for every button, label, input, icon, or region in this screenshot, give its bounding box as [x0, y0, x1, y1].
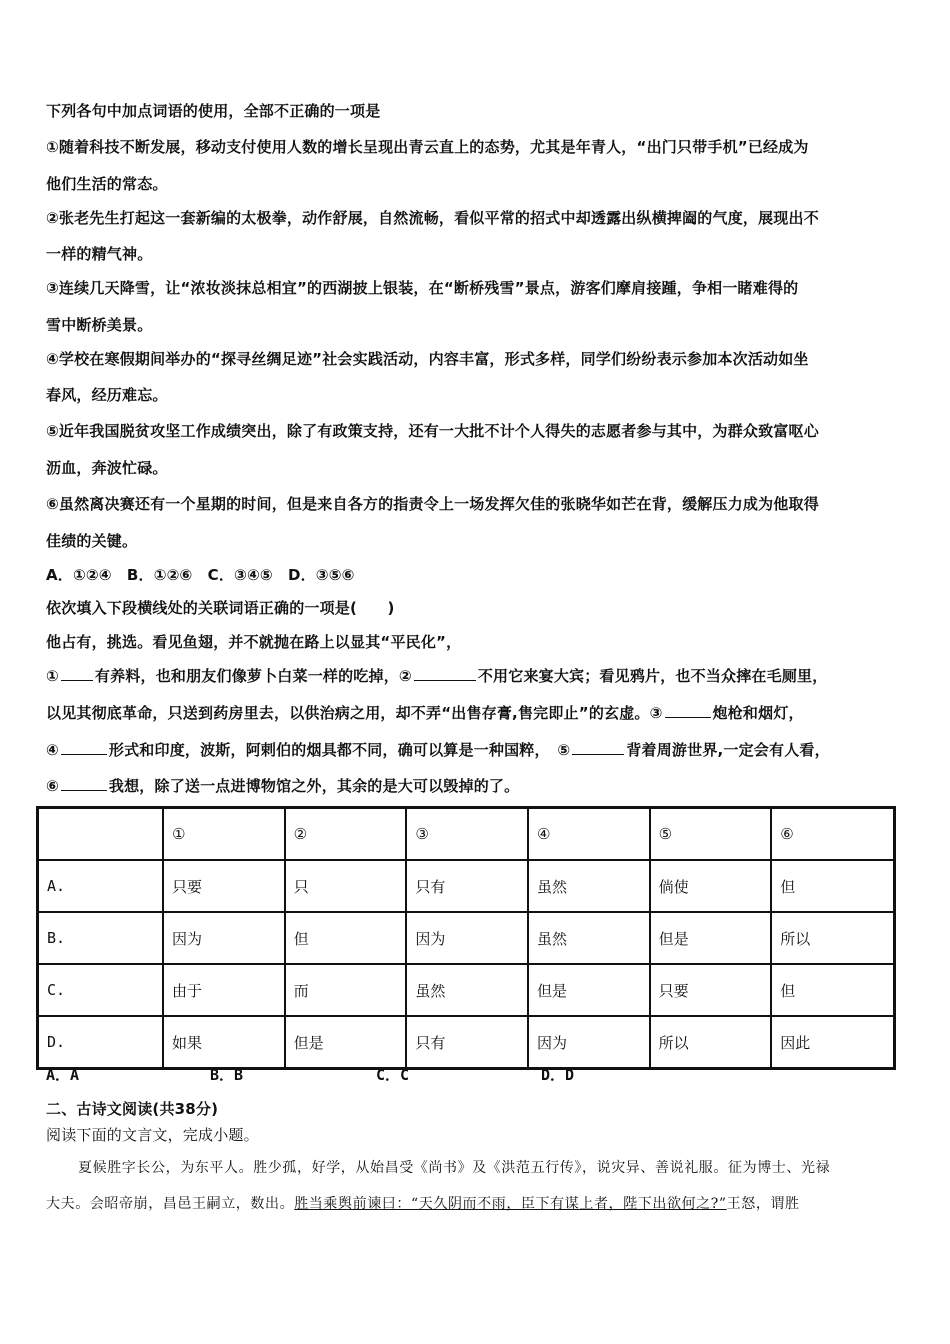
table-header-cell: ② — [285, 808, 407, 861]
table-cell: 虽然 — [528, 860, 650, 912]
table-cell: B. — [38, 912, 164, 964]
table-row — [38, 964, 895, 1016]
q1-item-6-line2: 佳绩的关键。 — [46, 532, 138, 550]
classical-text-2a: 大夫。会昭帝崩，昌邑王嗣立，数出。 — [46, 1196, 295, 1212]
blank-label-6: ⑥ — [46, 777, 59, 795]
section-instruction: 阅读下面的文言文，完成小题。 — [46, 1126, 259, 1144]
q1-item-4-line1: ④学校在寒假期间举办的“探寻丝绸足迹”社会实践活动，内容丰富，形式多样，同学们纷纷表示参加本次活动如坐 — [46, 350, 809, 368]
q2-passage-text-2b: 炮枪和烟灯， — [712, 704, 804, 722]
table-header-cell: ① — [163, 808, 285, 861]
table-cell: 虽然 — [406, 964, 528, 1016]
table-header-cell — [38, 808, 164, 861]
section-title: 二、古诗文阅读(共38分) — [46, 1100, 219, 1118]
q2-passage-line3 — [46, 739, 830, 760]
table-cell: 如果 — [163, 1016, 285, 1069]
table-cell: 因为 — [406, 912, 528, 964]
q1-item-1-line1: ①随着科技不断发展，移动支付使用人数的增长呈现出青云直上的态势，尤其是年青人，“出门只带手机”已经成为 — [46, 138, 809, 156]
table-cell: 只 — [285, 860, 407, 912]
table-cell: 只要 — [163, 860, 285, 912]
table-cell: 由于 — [163, 964, 285, 1016]
q1-options: A．①②④ B．①②⑥ C．③④⑤ D．③⑤⑥ — [46, 566, 355, 584]
q2-option-c: C．C — [376, 1066, 410, 1084]
q2-passage-text-4b: 我想，除了送一点进博物馆之外，其余的是大可以毁掉的了。 — [108, 777, 520, 795]
q2-passage-text-2a: 以见其彻底革命，只送到药房里去，以供治病之用，却不弄“出售存膏,售完即止”的玄虚。③ — [46, 704, 663, 722]
table-cell: 但 — [285, 912, 407, 964]
underlined-sentence: 胜当乘舆前谏曰：“天久阴而不雨，臣下有谋上者，陛下出欲何之?” — [294, 1196, 727, 1212]
q2-option-a: A．A — [46, 1066, 80, 1084]
table-row — [38, 1016, 895, 1069]
table-cell: A. — [38, 860, 164, 912]
table-cell: 所以 — [771, 912, 894, 964]
blank-6[interactable] — [61, 776, 107, 791]
q2-passage-text-3b: 形式和印度，波斯，阿剌伯的烟具都不同，确可以算是一种国粹， ⑤ — [108, 741, 571, 759]
blank-label-1: ① — [46, 667, 59, 685]
table-cell: 所以 — [650, 1016, 772, 1069]
blank-4[interactable] — [61, 740, 107, 755]
table-cell: 因此 — [771, 1016, 894, 1069]
blank-5[interactable] — [572, 740, 624, 755]
answer-choices-table — [36, 806, 896, 1070]
q1-item-3-line1: ③连续几天降雪，让“浓妆淡抹总相宜”的西湖披上银装，在“断桥残雪”景点，游客们摩肩接踵，争相一睹难得的 — [46, 279, 799, 297]
q1-item-3-line2: 雪中断桥美景。 — [46, 316, 153, 334]
q2-passage-line1 — [46, 665, 827, 686]
q2-passage-text-3c: 背着周游世界,一定会有人看， — [626, 741, 830, 759]
table-cell: 但是 — [650, 912, 772, 964]
q2-passage-line4 — [46, 775, 519, 796]
classical-text-line1: 夏候胜字长公，为东平人。胜少孤，好学，从始昌受《尚书》及《洪范五行传》，说灾异、善说礼服。征为博士、光禄 — [78, 1160, 831, 1176]
table-cell: 倘使 — [650, 860, 772, 912]
blank-3[interactable] — [665, 703, 711, 718]
blank-2[interactable] — [414, 666, 476, 681]
q1-item-5-line2: 沥血，奔波忙碌。 — [46, 459, 168, 477]
table-cell: C. — [38, 964, 164, 1016]
table-cell: 只有 — [406, 860, 528, 912]
blank-1[interactable] — [61, 666, 93, 681]
q1-stem: 下列各句中加点词语的使用，全部不正确的一项是 — [46, 102, 381, 120]
q2-option-d: D．D — [541, 1066, 575, 1084]
q2-option-b: B．B — [210, 1066, 244, 1084]
table-cell: 但 — [771, 860, 894, 912]
q2-passage-text-1b: 有养料，也和朋友们像萝卜白菜一样的吃掉，② — [94, 667, 412, 685]
classical-text-2b: 王怒，谓胜 — [726, 1196, 800, 1212]
blank-label-4: ④ — [46, 741, 59, 759]
q1-item-1-line2: 他们生活的常态。 — [46, 175, 168, 193]
table-cell: 只有 — [406, 1016, 528, 1069]
table-cell: 而 — [285, 964, 407, 1016]
table-header-cell: ③ — [406, 808, 528, 861]
table-cell: 但是 — [285, 1016, 407, 1069]
classical-text-line2 — [46, 1193, 800, 1213]
table-cell: 但 — [771, 964, 894, 1016]
q2-intro: 他占有，挑选。看见鱼翅，并不就抛在路上以显其“平民化”， — [46, 633, 462, 651]
q1-item-4-line2: 春风，经历难忘。 — [46, 386, 168, 404]
q1-item-6-line1: ⑥虽然离决赛还有一个星期的时间，但是来自各方的指责令上一场发挥欠佳的张晓华如芒在背，缓解压力成为他取得 — [46, 495, 819, 513]
q1-item-5-line1: ⑤近年我国脱贫攻坚工作成绩突出，除了有政策支持，还有一大批不计个人得失的志愿者参与其中，为群众致富呕心 — [46, 422, 819, 440]
q2-passage-line2 — [46, 702, 804, 723]
table-header-cell: ⑤ — [650, 808, 772, 861]
q1-item-2-line1: ②张老先生打起这一套新编的太极拳，动作舒展，自然流畅，看似平常的招式中却透露出纵横捭阖的气度，展现出不 — [46, 209, 819, 227]
table-cell: 虽然 — [528, 912, 650, 964]
table-cell: 只要 — [650, 964, 772, 1016]
table-row — [38, 860, 895, 912]
table-cell: 因为 — [163, 912, 285, 964]
table-cell: 因为 — [528, 1016, 650, 1069]
q2-stem: 依次填入下段横线处的关联词语正确的一项是( ) — [46, 599, 395, 617]
table-row — [38, 912, 895, 964]
table-header-cell: ⑥ — [771, 808, 894, 861]
table-cell: D. — [38, 1016, 164, 1069]
q2-passage-text-1c: 不用它来宴大宾；看见鸦片，也不当众摔在毛厕里， — [477, 667, 828, 685]
table-header-row — [38, 808, 895, 861]
q1-item-2-line2: 一样的精气神。 — [46, 245, 153, 263]
table-header-cell: ④ — [528, 808, 650, 861]
table-cell: 但是 — [528, 964, 650, 1016]
